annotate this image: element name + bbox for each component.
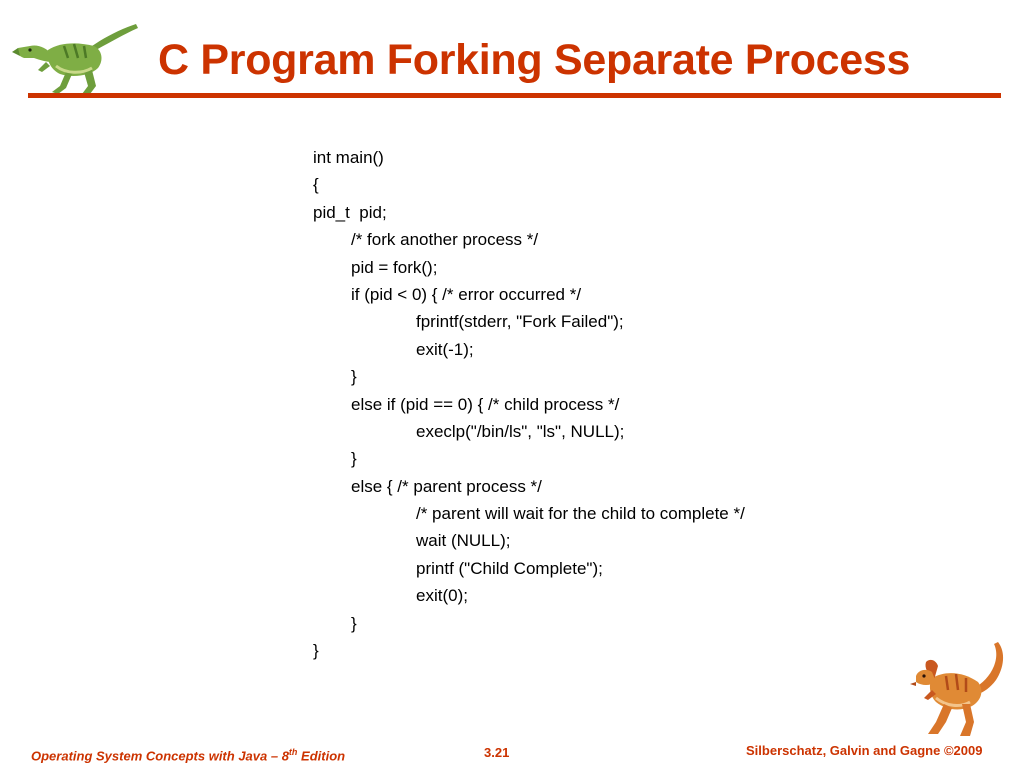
- footer-page-number: 3.21: [484, 745, 510, 760]
- code-line: int main(): [313, 148, 384, 167]
- code-line: if (pid < 0) { /* error occurred */: [351, 284, 582, 304]
- code-line: /* fork another process */: [351, 230, 539, 250]
- footer-book-title: [31, 747, 345, 763]
- code-line: {: [313, 175, 319, 195]
- title-underline: [28, 93, 1001, 98]
- slide-title: C Program Forking Separate Process: [158, 36, 911, 84]
- code-line: wait (NULL);: [416, 531, 511, 551]
- code-line: }: [313, 641, 319, 661]
- code-line: execlp("/bin/ls", "ls", NULL);: [416, 421, 625, 441]
- code-line: exit(0);: [416, 586, 468, 606]
- code-line: /* parent will wait for the child to complete */: [416, 504, 745, 524]
- code-line: }: [351, 613, 357, 633]
- code-line: exit(-1);: [416, 339, 474, 359]
- code-line: printf ("Child Complete");: [416, 558, 603, 578]
- code-line: }: [351, 449, 357, 469]
- code-line: pid = fork();: [351, 257, 438, 277]
- footer-book-title-prefix: Operating System Concepts with Java – 8: [31, 748, 289, 764]
- green-dinosaur-icon: [8, 16, 144, 98]
- code-line: fprintf(stderr, "Fork Failed");: [416, 312, 624, 332]
- code-block: [313, 144, 745, 664]
- code-line: pid_t pid;: [313, 202, 387, 222]
- code-line: }: [351, 367, 357, 387]
- footer-book-title-suffix: Edition: [297, 748, 346, 764]
- code-line: else if (pid == 0) { /* child process */: [351, 394, 620, 414]
- orange-dinosaur-icon: [902, 638, 1010, 742]
- code-line: else { /* parent process */: [351, 476, 542, 496]
- footer-edition-superscript: th: [288, 747, 298, 757]
- footer-authors: Silberschatz, Galvin and Gagne ©2009: [746, 743, 983, 758]
